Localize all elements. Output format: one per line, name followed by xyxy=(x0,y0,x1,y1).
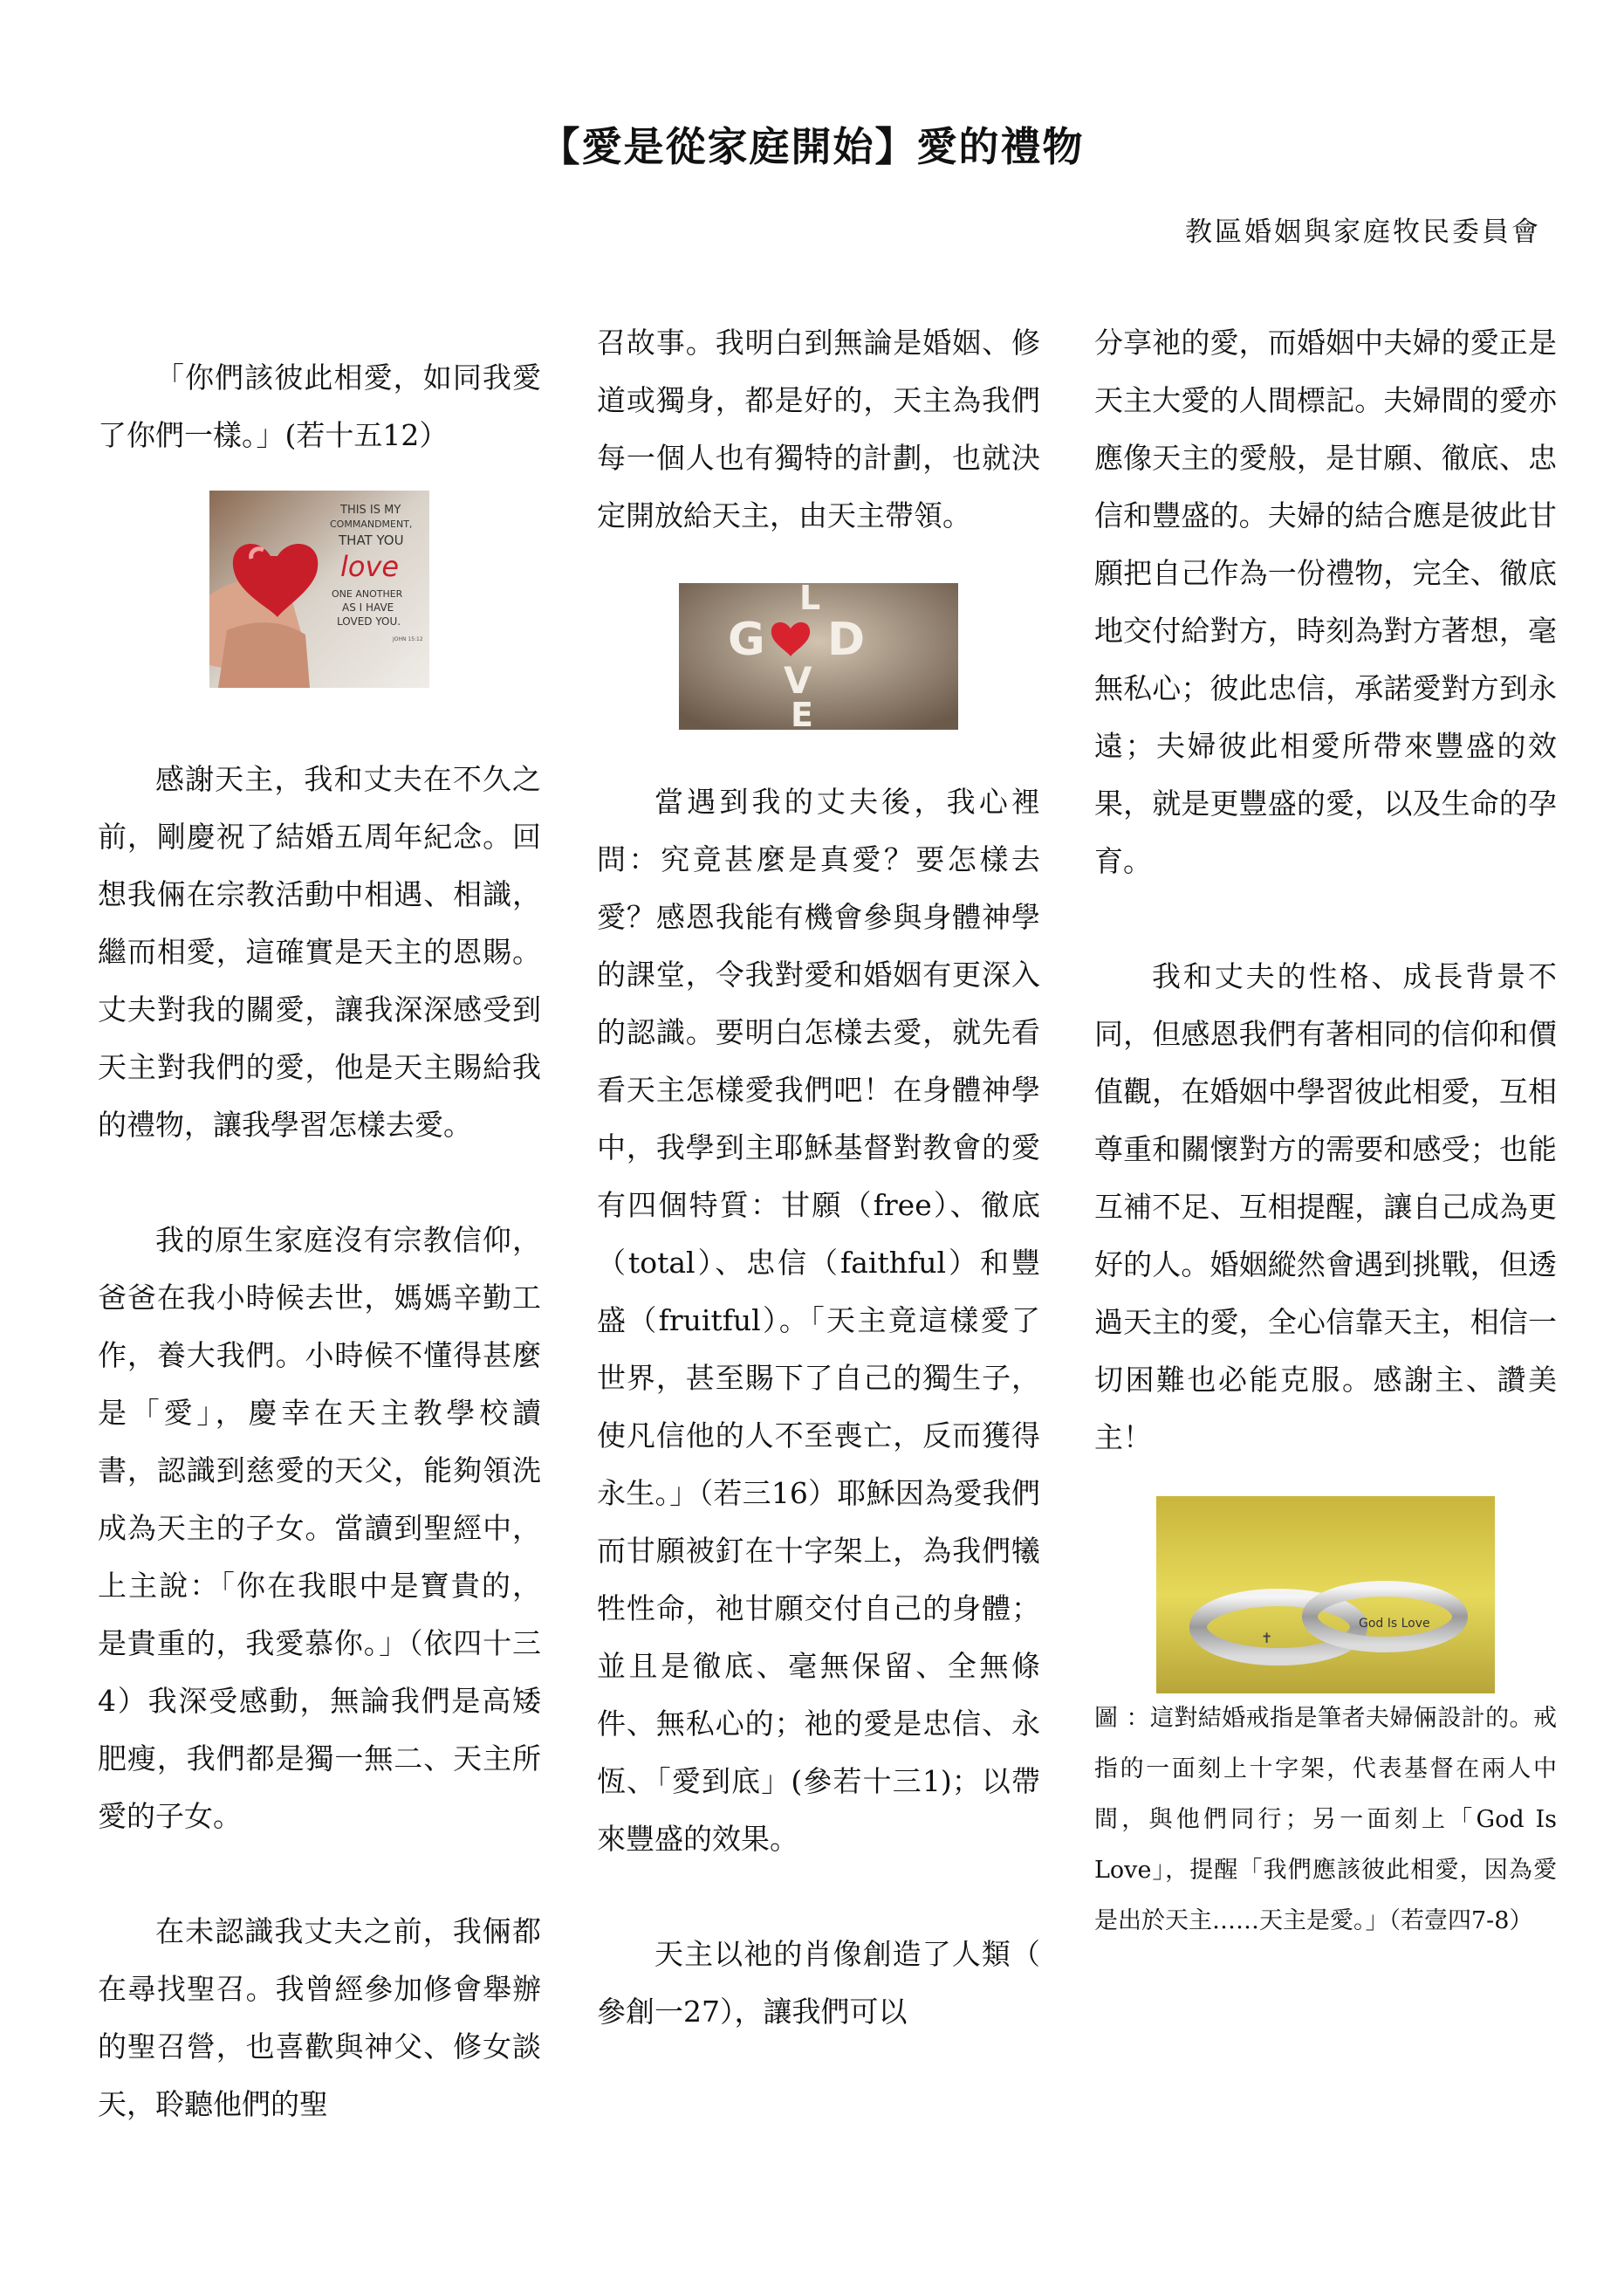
scripture-quote: 「你們該彼此相愛，如同我愛了你們一樣。」(若十五12） xyxy=(98,361,541,452)
image-text-7: LOVED YOU. xyxy=(337,615,401,628)
god-love-image xyxy=(597,583,1040,730)
letter-v: V xyxy=(784,659,812,702)
column-1 xyxy=(98,314,541,2133)
paragraph-vocation: 在未認識我丈夫之前，我倆都在尋找聖召。我曾經參加修會舉辦的聖召營，也喜歡與神父、修女談天，聆聽他們的聖 xyxy=(98,1914,541,2121)
image-text-1: THIS IS MY xyxy=(340,504,401,517)
page-title: 【愛是從家庭開始】愛的禮物 xyxy=(539,123,1085,170)
image-text-8: JOHN 15:12 xyxy=(393,636,423,642)
image-text-5: ONE ANOTHER xyxy=(332,588,403,600)
letter-l: L xyxy=(799,583,821,617)
image-caption: 圖 ：這對結婚戒指是筆者夫婦倆設計的。戒指的一面刻上十字架，代表基督在兩人中間，與他們同行；另一面刻上「God Is Love」，提醒「我們應該彼此相愛，因為愛是出於天主……天主是愛。」（若壹四7-8） xyxy=(1094,1705,1557,1934)
paragraph-family: 我的原生家庭沒有宗教信仰，爸爸在我小時候去世，媽媽辛勤工作，養大我們。小時候不懂得甚麼是「愛」，慶幸在天主教學校讀書，認識到慈愛的天父，能夠領洗成為天主的子女。當讀到聖經中，上主說：「你在我眼中是寶貴的，是貴重的，我愛慕你。」（依四十三4）我深受感動，無論我們是高矮肥瘦，我們都是獨一無二、天主所愛的子女。 xyxy=(98,1223,541,1833)
letter-g: G xyxy=(728,614,765,666)
ring-engraving: God Is Love xyxy=(1359,1617,1430,1631)
letter-e: E xyxy=(791,696,813,730)
svg-text:✝: ✝ xyxy=(1261,1630,1273,1646)
wedding-rings-graphic xyxy=(1156,1496,1495,1693)
column-2 xyxy=(597,314,1040,2041)
god-love-graphic xyxy=(679,583,958,730)
paragraph-image-of-god: 天主以祂的肖像創造了人類（ 參創一27），讓我們可以 xyxy=(597,1937,1040,2029)
image-text-love: love xyxy=(340,550,400,583)
paragraph-true-love: 當遇到我的丈夫後，我心裡問：究竟甚麼是真愛？要怎樣去愛？感恩我能有機會參與身體神學的課堂，令我對愛和婚姻有更深入的認識。要明白怎樣去愛，就先看看天主怎樣愛我們吧！在身體神學中，我學到主耶穌基督對教會的愛有四個特質：甘願（free）、徹底（total）、忠信（faithful）和豐盛（fruitful）。「天主竟這樣愛了世界，甚至賜下了自己的獨生子，使凡信他的人不至喪亡，反而獲得永生。」（若三16）耶穌因為愛我們而甘願被釘在十字架上，為我們犧牲性命，祂甘願交付自己的身體；並且是徹底、毫無保留、全無條件、無私心的；祂的愛是忠信、永恆、「愛到底」(參若十三1)；以帶來豐盛的效果。 xyxy=(597,785,1040,1856)
paragraph-marriage-love: 分享祂的愛，而婚姻中夫婦的愛正是天主大愛的人間標記。夫婦間的愛亦應像天主的愛般，是甘願、徹底、忠信和豐盛的。夫婦的結合應是彼此甘願把自己作為一份禮物，完全、徹底地交付給對方，時刻為對方著想，毫無私心；彼此忠信，承諾愛對方到永遠；夫婦彼此相愛所帶來豐盛的效果，就是更豐盛的愛，以及生命的孕育。 xyxy=(1094,326,1557,878)
author-line: 教區婚姻與家庭牧民委員會 xyxy=(1185,216,1541,248)
paragraph-husband: 我和丈夫的性格、成長背景不同，但感恩我們有著相同的信仰和價值觀，在婚姻中學習彼此相愛，互相尊重和關懷對方的需要和感受；也能互補不足、互相提醒，讓自己成為更好的人。婚姻縱然會遇到挑戰，但透過天主的愛，全心信靠天主，相信一切困難也必能克服。感謝主、讚美主！ xyxy=(1094,959,1557,1454)
love-commandment-image xyxy=(98,491,541,688)
column-3 xyxy=(1094,314,1557,1947)
love-commandment-graphic xyxy=(209,491,429,688)
wedding-rings-image xyxy=(1094,1496,1557,1693)
paragraph-anniversary: 感謝天主，我和丈夫在不久之前，剛慶祝了結婚五周年紀念。回想我倆在宗教活動中相遇、相識，繼而相愛，這確實是天主的恩賜。丈夫對我的關愛，讓我深深感受到天主對我們的愛，他是天主賜給我的禮物，讓我學習怎樣去愛。 xyxy=(98,762,541,1142)
paragraph-vocation-cont: 召故事。我明白到無論是婚姻、修道或獨身，都是好的，天主為我們每一個人也有獨特的計劃，也就決定開放給天主，由天主帶領。 xyxy=(597,326,1040,532)
letter-d: D xyxy=(827,614,866,666)
image-text-2: COMMANDMENT, xyxy=(330,519,413,530)
image-text-6: AS I HAVE xyxy=(342,601,394,614)
image-text-3: THAT YOU xyxy=(339,532,404,548)
